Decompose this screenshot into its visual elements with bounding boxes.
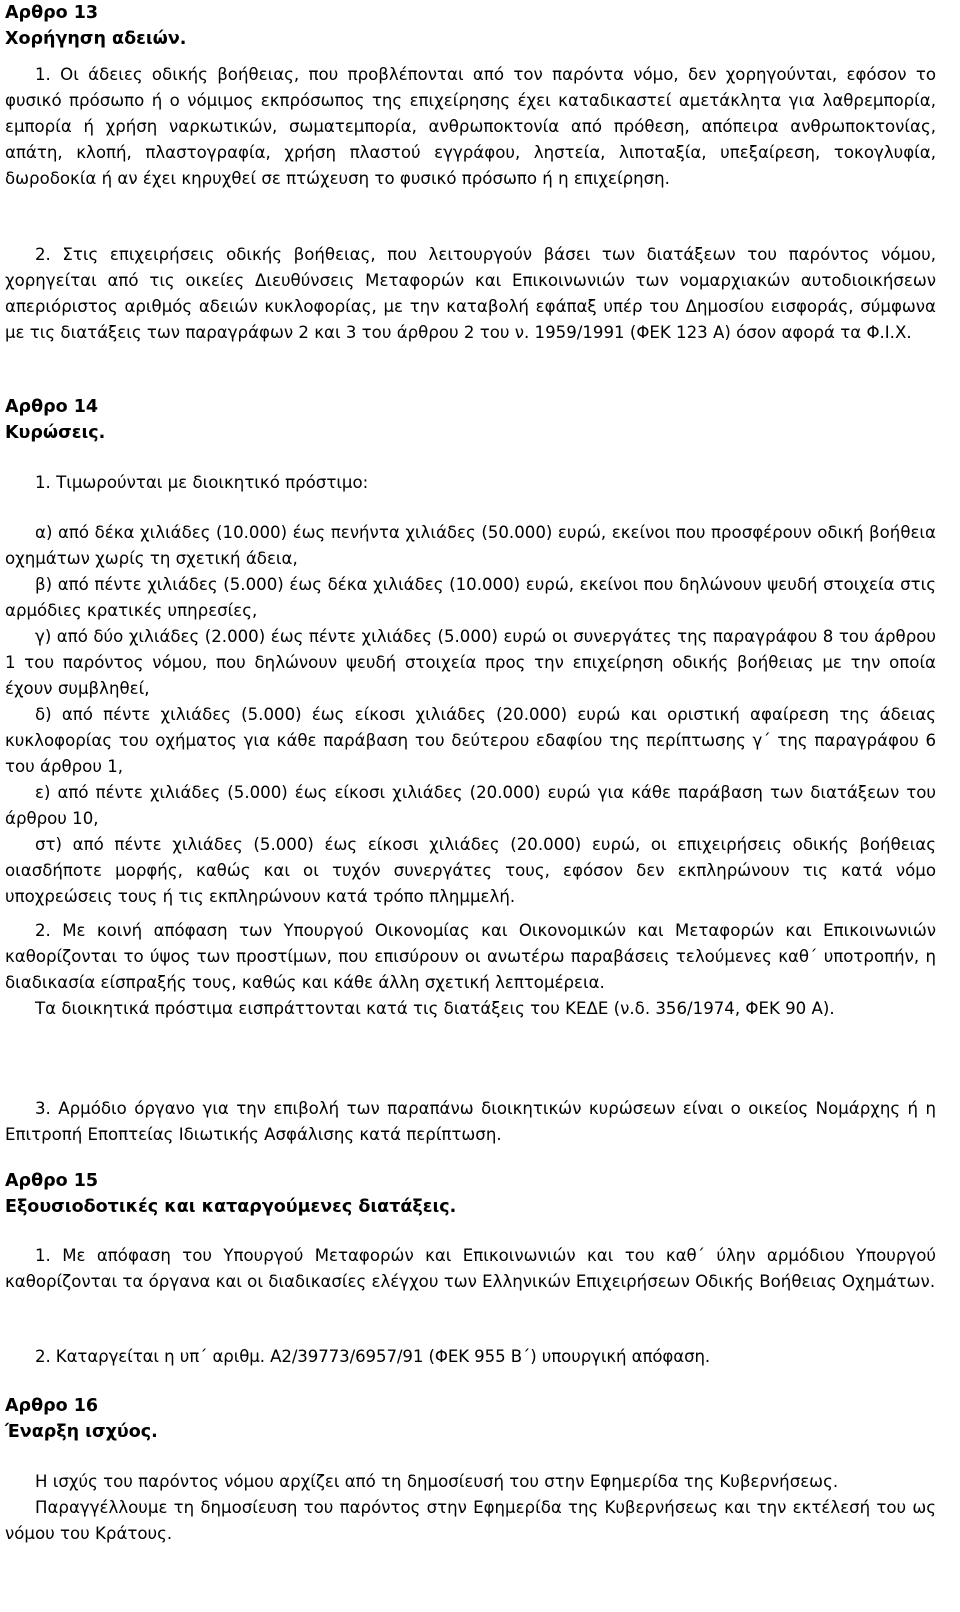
article-14-number: Αρθρο 14 bbox=[5, 397, 99, 417]
article-14-heading bbox=[5, 394, 105, 446]
article-14-paragraph-3 bbox=[5, 1096, 936, 1148]
article-15-para-2-text: 2. Καταργείται η υπ΄ αριθμ. Α2/39773/6957/91 (ΦΕΚ 955 Β΄) υπουργική απόφαση. bbox=[35, 1347, 711, 1366]
article-13-paragraph-2 bbox=[5, 242, 936, 346]
penalty-item-c: γ) από δύο χιλιάδες (2.000) έως πέντε χιλιάδες (5.000) ευρώ οι συνεργάτες της παραγράφου 8 του άρθρου 1 του παρόντος νόμου, που δηλώνουν ψευδή στοιχεία προς την επιχείρηση οδικής βοήθειας με την οποία έχουν συμβληθεί, bbox=[5, 627, 936, 698]
penalty-item-d: δ) από πέντε χιλιάδες (5.000) έως είκοσι χιλιάδες (20.000) ευρώ και οριστική αφαίρεση της άδειας κυκλοφορίας του οχήματος για κάθε παράβαση του δεύτερου εδαφίου της περίπτωσης γ΄ της παραγράφου 6 του άρθρου 1, bbox=[5, 705, 936, 776]
article-14-para-1-intro-text: 1. Τιμωρούνται με διοικητικό πρόστιμο: bbox=[35, 473, 369, 492]
article-15-number: Αρθρο 15 bbox=[5, 1171, 99, 1191]
article-16-paragraphs bbox=[5, 1469, 936, 1547]
article-15-paragraph-1 bbox=[5, 1243, 936, 1295]
article-13-number: Αρθρο 13 bbox=[5, 3, 99, 23]
article-13-paragraph-1 bbox=[5, 62, 936, 192]
article-13-title: Χορήγηση αδειών. bbox=[5, 29, 187, 49]
penalty-item-f: στ) από πέντε χιλιάδες (5.000) έως είκοσι χιλιάδες (20.000) ευρώ, οι επιχειρήσεις οδικής βοήθειας οιασδήποτε μορφής, καθώς και οι τυχόν συνεργάτες τους, εφόσον δεν εκπληρώνουν τις κατά νόμο υποχρεώσεις τους ή τις εκπληρώνουν κατά τρόπο πλημμελή. bbox=[5, 835, 936, 906]
article-16-number: Αρθρο 16 bbox=[5, 1396, 99, 1416]
article-15-heading bbox=[5, 1168, 456, 1220]
article-16-title: Έναρξη ισχύος. bbox=[5, 1422, 158, 1442]
article-14-para-2-text: 2. Με κοινή απόφαση των Υπουργού Οικονομίας και Οικονομικών και Μεταφορών και Επικοινωνιών καθορίζονται το ύψος των προστίμων, που επισύρουν οι ανωτέρω παραβάσεις τελούμενες καθ΄ υποτροπήν, η διαδικασία είσπραξής τους, καθώς και κάθε άλλη σχετική λεπτομέρεια. bbox=[5, 921, 936, 992]
article-16-para-1-text: Η ισχύς του παρόντος νόμου αρχίζει από τη δημοσίευσή του στην Εφημερίδα της Κυβερνήσεως. bbox=[35, 1472, 839, 1491]
article-15-title: Εξουσιοδοτικές και καταργούμενες διατάξεις. bbox=[5, 1197, 457, 1217]
article-15-paragraph-2 bbox=[5, 1344, 936, 1370]
article-16-para-2-text: Παραγγέλλουμε τη δημοσίευση του παρόντος στην Εφημερίδα της Κυβερνήσεως και την εκτέλεσή του ως νόμου του Κράτους. bbox=[5, 1498, 936, 1543]
article-13-heading bbox=[5, 0, 186, 52]
article-13-para-1-text: 1. Οι άδειες οδικής βοήθειας, που προβλέπονται από τον παρόντα νόμο, δεν χορηγούνται, εφόσον το φυσικό πρόσωπο ή ο νόμιμος εκπρόσωπος της επιχείρησης έχει καταδικαστεί αμετάκλητα για λαθρεμπορία, εμπορία ή χρήση ναρκωτικών, σωματεμπορία, ανθρωποκτονία από πρόθεση, απόπειρα ανθρωποκτονίας, απάτη, κλοπή, πλαστογραφία, χρήση πλαστού εγγράφου, ληστεία, λιποταξία, υπεξαίρεση, τοκογλυφία, δωροδοκία ή αν έχει κηρυχθεί σε πτώχευση το φυσικό πρόσωπο ή η επιχείρηση. bbox=[5, 65, 936, 188]
article-16-heading bbox=[5, 1393, 158, 1445]
article-14-paragraph-1-intro bbox=[5, 470, 936, 496]
article-14-penalty-list bbox=[5, 520, 936, 910]
article-14-paragraph-2 bbox=[5, 918, 936, 1022]
article-14-para-2b-text: Τα διοικητικά πρόστιμα εισπράττονται κατά τις διατάξεις του ΚΕΔΕ (ν.δ. 356/1974, ΦΕΚ 90 Α). bbox=[35, 999, 835, 1018]
article-15-para-1-text: 1. Με απόφαση του Υπουργού Μεταφορών και Επικοινωνιών και του καθ΄ ύλην αρμόδιου Υπουργού καθορίζονται τα όργανα και οι διαδικασίες ελέγχου των Ελληνικών Επιχειρήσεων Οδικής Βοήθειας Οχημάτων. bbox=[5, 1246, 936, 1291]
article-13-para-2-text: 2. Στις επιχειρήσεις οδικής βοήθειας, που λειτουργούν βάσει των διατάξεων του παρόντος νόμου, χορηγείται από τις οικείες Διευθύνσεις Μεταφορών και Επικοινωνιών των νομαρχιακών αυτοδιοικήσεων απεριόριστος αριθμός αδειών κυκλοφορίας, με την καταβολή εφάπαξ υπέρ του Δημοσίου εισφοράς, σύμφωνα με τις διατάξεις των παραγράφων 2 και 3 του άρθρου 2 του ν. 1959/1991 (ΦΕΚ 123 Α) όσον αφορά τα Φ.Ι.Χ. bbox=[5, 245, 936, 342]
penalty-item-e: ε) από πέντε χιλιάδες (5.000) έως είκοσι χιλιάδες (20.000) ευρώ για κάθε παράβαση των διατάξεων του άρθρου 10, bbox=[5, 783, 936, 828]
penalty-item-b: β) από πέντε χιλιάδες (5.000) έως δέκα χιλιάδες (10.000) ευρώ, εκείνοι που δηλώνουν ψευδή στοιχεία στις αρμόδιες κρατικές υπηρεσίες, bbox=[5, 575, 936, 620]
article-14-title: Κυρώσεις. bbox=[5, 423, 106, 443]
penalty-item-a: α) από δέκα χιλιάδες (10.000) έως πενήντα χιλιάδες (50.000) ευρώ, εκείνοι που προσφέρουν οδική βοήθεια οχημάτων χωρίς τη σχετική άδεια, bbox=[5, 523, 936, 568]
article-14-para-3-text: 3. Αρμόδιο όργανο για την επιβολή των παραπάνω διοικητικών κυρώσεων είναι ο οικείος Νομάρχης ή η Επιτροπή Εποπτείας Ιδιωτικής Ασφάλισης κατά περίπτωση. bbox=[5, 1099, 936, 1144]
